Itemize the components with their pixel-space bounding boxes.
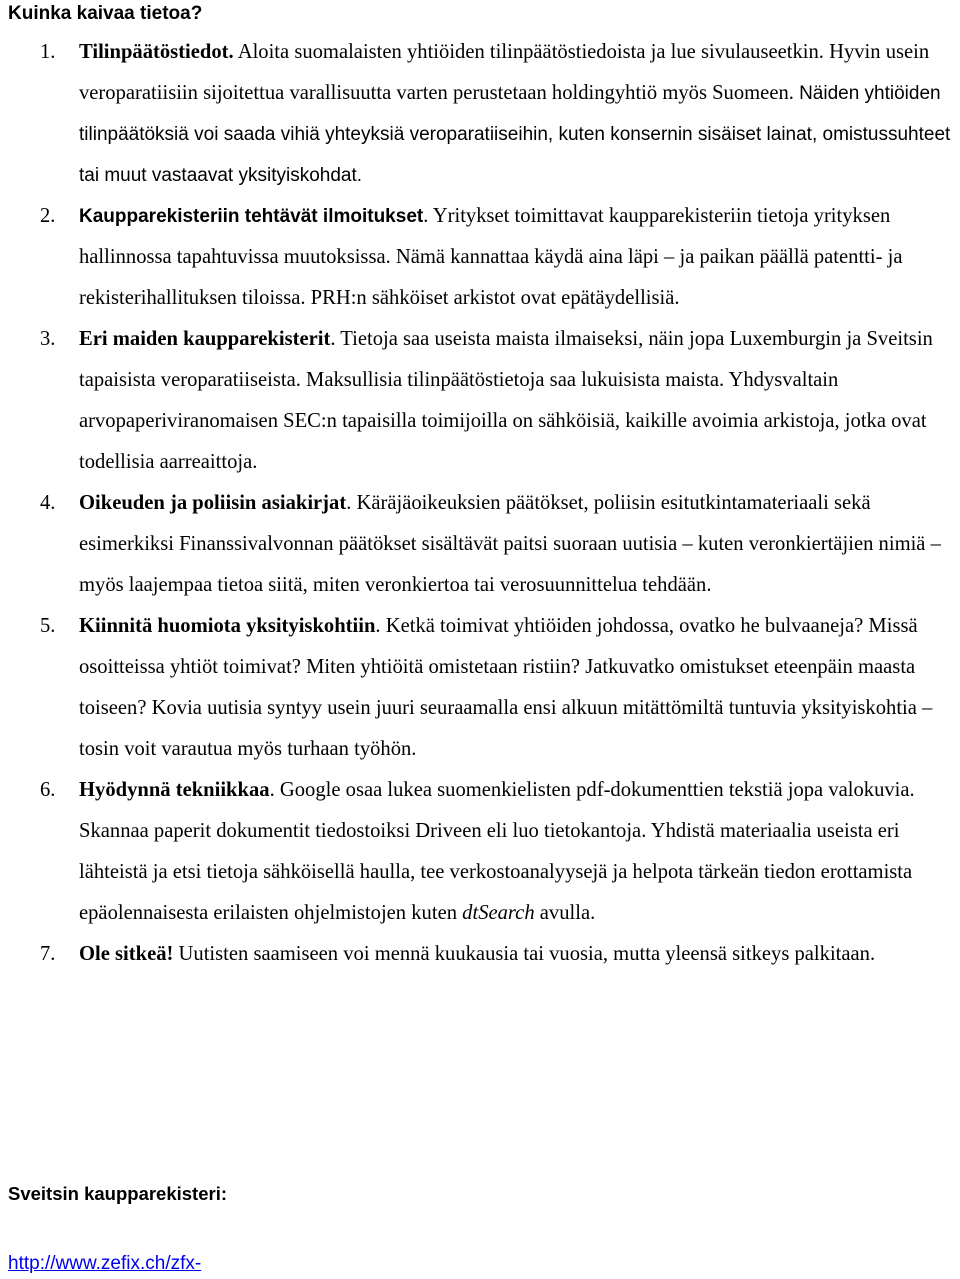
item-text: Aloita suomalaisten yhtiöiden tilinpäätöstiedoista ja lue sivulauseetkin. Hyvin usein veroparatiisiin sijoitettua varallisuutta varten perustetaan holdingyhtiö myös Suomeen. [79, 41, 930, 104]
item-text: . Ketkä toimivat yhtiöiden johdossa, ovatko he bulvaaneja? Missä osoitteissa yhtiöt toimivat? Miten yhtiöitä omistetaan ristiin? Jatkuvatko omistukset eteenpäin maasta toiseen? Kovia uutisia syntyy usein juuri seuraamalla ensi alkuun mitättömiltä tuntuvia yksityiskohtia – tosin voit varautua myös turhaan työhön. [79, 615, 933, 760]
list-number: 3. [40, 328, 56, 350]
item-heading: Ole sitkeä! [79, 943, 174, 965]
item-heading: Tilinpäätöstiedot. [79, 41, 234, 63]
item-heading: Kiinnitä huomiota yksityiskohtiin [79, 615, 376, 637]
item-heading: Hyödynnä tekniikkaa [79, 779, 270, 801]
list-item [0, 196, 956, 319]
section-heading: Sveitsin kaupparekisteri: [8, 1183, 228, 1204]
list-number: 1. [40, 41, 56, 63]
item-heading-period: . [423, 205, 429, 227]
item-heading: Eri maiden kaupparekisterit [79, 328, 331, 350]
list-number: 2. [40, 205, 56, 227]
item-text: avulla. [534, 902, 596, 924]
item-text: Nämä kannattaa käydä aina läpi – ja paikan päällä patentti- ja rekisterihallituksen tiloissa. PRH:n sähköiset arkistot ovat epätäydellisiä. [79, 246, 903, 309]
page-title: Kuinka kaivaa tietoa? [8, 3, 203, 24]
software-name: dtSearch [462, 902, 535, 924]
numbered-list [0, 32, 960, 975]
list-item [0, 934, 956, 975]
item-heading: Oikeuden ja poliisin asiakirjat [79, 492, 347, 514]
list-item [0, 483, 956, 606]
list-number: 6. [40, 779, 56, 801]
item-heading: Kaupparekisteriin tehtävät ilmoitukset [79, 206, 424, 227]
item-text: . Google osaa lukea suomenkielisten pdf-dokumenttien tekstiä jopa valokuvia. Skannaa paperit dokumentit tiedostoiksi Driveen eli luo tietokantoja. Yhdistä materiaalia useista eri lähteistä ja etsi tietoja sähköisellä haulla, tee verkostoanalyysejä ja helpota tärkeän tiedon erottamista epäolennaisesta erilaisten ohjelmistojen kuten [79, 779, 915, 924]
list-item [0, 770, 956, 934]
item-text: . Tietoja saa useista maista ilmaiseksi, näin jopa Luxemburgin ja Sveitsin tapaisista veroparatiiseista. Maksullisia tilinpäätöstietoja saa lukuisista maista. Yhdysvaltain arvopaperiviranomaisen SEC:n tapaisilla toimijoilla on sähköisiä, kaikille avoimia arkistoja, jotka ovat todellisia aarreaittoja. [79, 328, 933, 473]
list-item [0, 32, 956, 196]
list-number: 5. [40, 615, 56, 637]
item-text: Uutisten saamiseen voi mennä kuukausia tai vuosia, mutta yleensä sitkeys palkitaan. [173, 943, 876, 965]
item-text: Yritykset toimittavat kaupparekisteriin tietoja yrityksen hallinnossa tapahtuvissa muutoksissa. [79, 205, 891, 268]
list-number: 4. [40, 492, 56, 514]
list-item [0, 319, 956, 483]
zefix-link[interactable]: http://www.zefix.ch/zfx- [8, 1253, 202, 1274]
list-number: 7. [40, 943, 56, 965]
item-text: . Käräjäoikeuksien päätökset, poliisin esitutkintamateriaali sekä esimerkiksi Finanssivalvonnan päätökset sisältävät paitsi suoraan uutisia – kuten veronkiertäjien nimiä – myös laajempaa tietoa siitä, miten veronkiertoa tai verosuunnittelua tehdään. [79, 492, 941, 596]
item-text: Näiden yhtiöiden tilinpäätöksiä voi saada vihiä yhteyksiä veroparatiiseihin, kuten konsernin sisäiset lainat, omistussuhteet tai muut vastaavat yksityiskohdat. [79, 83, 951, 186]
list-item [0, 606, 956, 770]
